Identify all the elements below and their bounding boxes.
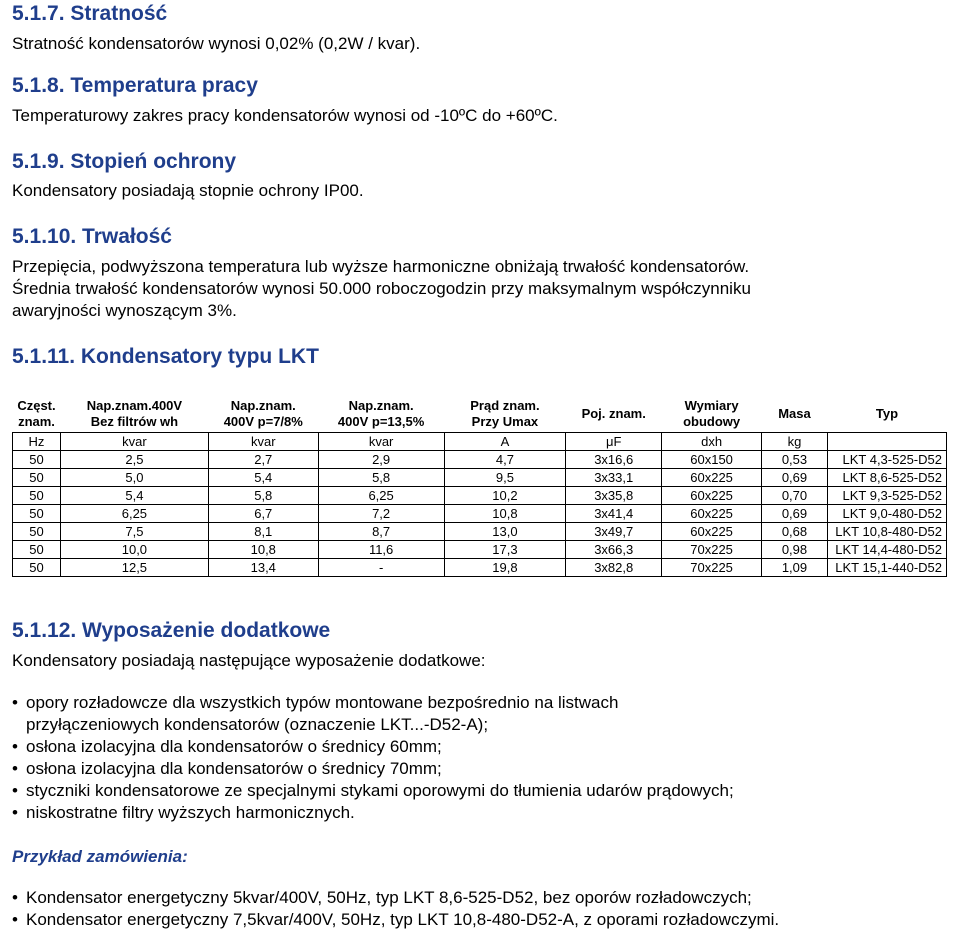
table-cell: 5,4 <box>60 487 208 505</box>
table-row <box>13 505 947 523</box>
table-row <box>13 541 947 559</box>
table-cell: 5,0 <box>60 469 208 487</box>
table-cell: 50 <box>13 523 61 541</box>
table-cell: 50 <box>13 487 61 505</box>
durability-line-2: Średnia trwałość kondensatorów wynosi 50.000 roboczogodzin przy maksymalnym współczynniku <box>12 279 751 298</box>
table-cell: 11,6 <box>318 541 444 559</box>
unit-cell: kvar <box>318 433 444 451</box>
table-row <box>13 487 947 505</box>
section-heading-temperature: 5.1.8. Temperatura pracy <box>12 74 258 97</box>
table-cell: 0,70 <box>762 487 828 505</box>
table-cell: 50 <box>13 469 61 487</box>
header-power-p7: Nap.znam. 400V p=7/8% <box>223 398 303 429</box>
table-cell: 70x225 <box>662 541 762 559</box>
list-item: • Kondensator energetyczny 7,5kvar/400V, 50Hz, typ LKT 10,8-480-D52-A, z oporami rozładowczymi. <box>12 909 947 931</box>
header-current: Prąd znam. Przy Umax <box>470 398 540 429</box>
table-header-row <box>13 396 947 433</box>
table-cell: 60x225 <box>662 487 762 505</box>
type-cell: LKT 10,8-480-D52 <box>827 523 946 541</box>
table-cell: 10,8 <box>208 541 318 559</box>
table-cell: 13,4 <box>208 559 318 577</box>
table-cell: 7,2 <box>318 505 444 523</box>
table-cell: 0,69 <box>762 469 828 487</box>
table-cell: 3x66,3 <box>566 541 662 559</box>
unit-cell <box>827 433 946 451</box>
table-cell: 60x150 <box>662 451 762 469</box>
accessories-list <box>12 692 942 824</box>
header-type: Typ <box>875 406 899 421</box>
table-cell: - <box>318 559 444 577</box>
table-cell: 70x225 <box>662 559 762 577</box>
header-mass: Masa <box>778 406 811 421</box>
header-frequency: Częst. znam. <box>17 398 56 429</box>
section-text-loss: Stratność kondensatorów wynosi 0,02% (0,2W / kvar). <box>12 34 421 53</box>
section-heading-lkt: 5.1.11. Kondensatory typu LKT <box>12 345 319 368</box>
table-cell: 2,5 <box>60 451 208 469</box>
table-cell: 13,0 <box>444 523 566 541</box>
table-cell: 2,7 <box>208 451 318 469</box>
table-cell: 9,5 <box>444 469 566 487</box>
section-heading-accessories: 5.1.12. Wyposażenie dodatkowe <box>12 619 331 642</box>
type-cell: LKT 15,1-440-D52 <box>827 559 946 577</box>
table-units-row <box>13 433 947 451</box>
table-cell: 5,8 <box>208 487 318 505</box>
header-power-no-filter: Nap.znam.400V Bez filtrów wh <box>86 398 183 429</box>
order-example-list <box>12 887 947 931</box>
table-cell: 3x16,6 <box>566 451 662 469</box>
type-cell: LKT 4,3-525-D52 <box>827 451 946 469</box>
durability-line-1: Przepięcia, podwyższona temperatura lub wyższe harmoniczne obniżają trwałość kondensatorów. <box>12 257 750 276</box>
table-cell: 3x82,8 <box>566 559 662 577</box>
table-cell: 3x35,8 <box>566 487 662 505</box>
header-power-p13: Nap.znam. 400V p=13,5% <box>337 398 425 429</box>
section-heading-durability: 5.1.10. Trwałość <box>12 225 172 248</box>
section-text-durability <box>12 256 947 322</box>
section-text-temperature: Temperaturowy zakres pracy kondensatorów wynosi od -10ºC do +60ºC. <box>12 106 558 125</box>
type-cell: LKT 14,4-480-D52 <box>827 541 946 559</box>
list-item: • osłona izolacyjna dla kondensatorów o średnicy 60mm; <box>12 736 942 758</box>
table-cell: 5,8 <box>318 469 444 487</box>
list-item: • niskostratne filtry wyższych harmonicznych. <box>12 802 942 824</box>
table-row <box>13 559 947 577</box>
table-cell: 6,25 <box>318 487 444 505</box>
unit-cell: kvar <box>208 433 318 451</box>
lkt-capacitor-table <box>12 396 947 577</box>
table-row <box>13 469 947 487</box>
table-cell: 17,3 <box>444 541 566 559</box>
section-heading-protection: 5.1.9. Stopień ochrony <box>12 150 237 173</box>
list-item: • Kondensator energetyczny 5kvar/400V, 50Hz, typ LKT 8,6-525-D52, bez oporów rozładowczych; <box>12 887 947 909</box>
table-cell: 12,5 <box>60 559 208 577</box>
unit-cell: μF <box>566 433 662 451</box>
table-cell: 7,5 <box>60 523 208 541</box>
header-dimensions: Wymiary obudowy <box>683 398 741 429</box>
table-cell: 3x33,1 <box>566 469 662 487</box>
list-item: • styczniki kondensatorowe ze specjalnymi stykami oporowymi do tłumienia udarów prądowych; <box>12 780 942 802</box>
table-cell: 6,7 <box>208 505 318 523</box>
table-row <box>13 523 947 541</box>
table-cell: 50 <box>13 451 61 469</box>
unit-cell: kvar <box>60 433 208 451</box>
table-cell: 0,69 <box>762 505 828 523</box>
table-cell: 50 <box>13 559 61 577</box>
table-cell: 1,09 <box>762 559 828 577</box>
table-cell: 0,68 <box>762 523 828 541</box>
list-item: • osłona izolacyjna dla kondensatorów o średnicy 70mm; <box>12 758 942 780</box>
type-cell: LKT 9,3-525-D52 <box>827 487 946 505</box>
order-example-label: Przykład zamówienia: <box>12 847 188 866</box>
unit-cell: dxh <box>662 433 762 451</box>
table-cell: 60x225 <box>662 505 762 523</box>
table-cell: 8,7 <box>318 523 444 541</box>
table-cell: 0,98 <box>762 541 828 559</box>
table-cell: 60x225 <box>662 523 762 541</box>
unit-cell: Hz <box>13 433 61 451</box>
section-heading-loss: 5.1.7. Stratność <box>12 2 168 25</box>
type-cell: LKT 8,6-525-D52 <box>827 469 946 487</box>
table-cell: 10,2 <box>444 487 566 505</box>
table-cell: 6,25 <box>60 505 208 523</box>
list-item: • opory rozładowcze dla wszystkich typów montowane bezpośrednio na listwach przyłączeniowych kondensatorów (oznaczenie LKT...-D52-A); <box>12 692 942 736</box>
section-text-accessories: Kondensatory posiadają następujące wyposażenie dodatkowe: <box>12 651 486 670</box>
type-cell: LKT 9,0-480-D52 <box>827 505 946 523</box>
durability-line-3: awaryjności wynoszącym 3%. <box>12 301 237 320</box>
table-cell: 2,9 <box>318 451 444 469</box>
table-cell: 10,0 <box>60 541 208 559</box>
table-cell: 8,1 <box>208 523 318 541</box>
table-cell: 50 <box>13 505 61 523</box>
table-row <box>13 451 947 469</box>
table-cell: 19,8 <box>444 559 566 577</box>
section-text-protection: Kondensatory posiadają stopnie ochrony IP00. <box>12 181 364 200</box>
table-cell: 10,8 <box>444 505 566 523</box>
table-cell: 3x49,7 <box>566 523 662 541</box>
table-cell: 5,4 <box>208 469 318 487</box>
unit-cell: A <box>444 433 566 451</box>
table-cell: 50 <box>13 541 61 559</box>
table-cell: 0,53 <box>762 451 828 469</box>
unit-cell: kg <box>762 433 828 451</box>
table-cell: 60x225 <box>662 469 762 487</box>
table-cell: 4,7 <box>444 451 566 469</box>
table-cell: 3x41,4 <box>566 505 662 523</box>
header-capacitance: Poj. znam. <box>581 406 646 421</box>
